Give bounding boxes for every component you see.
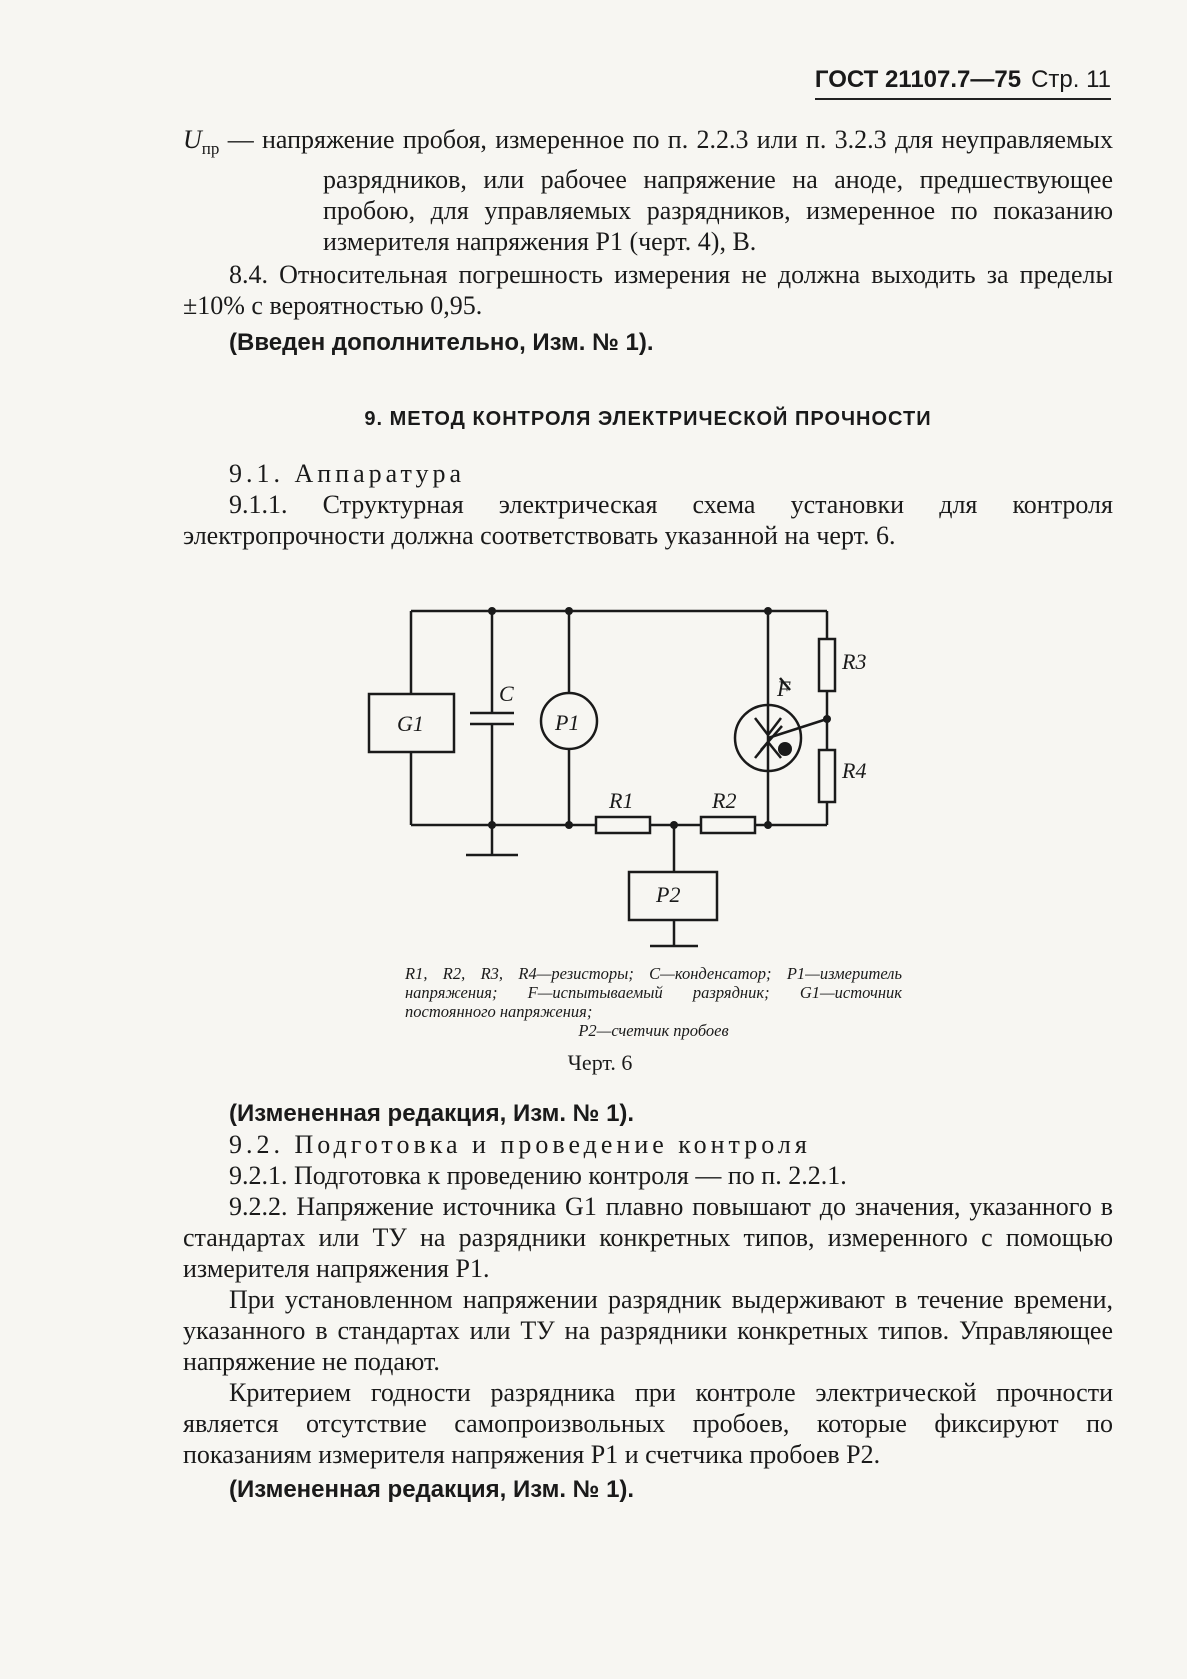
node-dot	[488, 607, 496, 615]
figure-label: Черт. 6	[567, 1050, 633, 1075]
standard-code: ГОСТ 21107.7—75	[814, 66, 1022, 93]
paragraph-9-2: 9.2. Подготовка и проведение контроля	[229, 1130, 811, 1159]
paragraph-8-4: 8.4. Относительная погрешность измерения не должна выходить за пределы ±10% с вероятностью 0,95.	[183, 260, 1113, 321]
section-title: 9. МЕТОД КОНТРОЛЯ ЭЛЕКТРИЧЕСКОЙ ПРОЧНОСТИ	[364, 408, 932, 430]
label-r1: R1	[609, 788, 634, 813]
label-p2: P2	[656, 882, 681, 907]
node-dot	[565, 821, 573, 829]
figure-caption	[405, 964, 902, 1040]
page-number: Стр. 11	[1031, 66, 1111, 93]
paragraph-9-2-2: 9.2.2. Напряжение источника G1 плавно повышают до значения, указанного в стандартах или ТУ на разрядники конкретных типов, измеренного с помощью измерителя напряжения P1.	[183, 1192, 1113, 1283]
resistor-r3	[819, 639, 835, 691]
label-r3: R3	[842, 649, 867, 674]
paragraph-9-1-1: 9.1.1. Структурная электрическая схема установки для контроля электропрочности должна соответствовать указанной на черт. 6.	[183, 490, 1113, 550]
label-f: F	[777, 676, 791, 701]
node-dot	[764, 607, 772, 615]
node-dot	[670, 821, 678, 829]
legend-text: напряжение пробоя, измеренное по п. 2.2.3 или п. 3.2.3 для неуправляемых разрядников, или рабочее напряжение на аноде, предшествующее пробою, для управляемых разрядников, измеренное по показанию измерителя напряжения P1 (черт. 4), В.	[262, 125, 1113, 257]
legend-symbol: U	[183, 125, 202, 154]
node-dot	[764, 821, 772, 829]
amendment-note-2: (Измененная редакция, Изм. № 1).	[229, 1100, 635, 1127]
caption-line-1: R1, R2, R3, R4—резисторы; C—конденсатор; P1—измеритель напряжения; F—испытываемый разрядник; G1—источник постоянного напряжения;	[405, 964, 902, 1021]
label-c: C	[499, 681, 514, 706]
node-dot	[565, 607, 573, 615]
resistor-r1	[596, 817, 650, 833]
amendment-note-3: (Измененная редакция, Изм. № 1).	[229, 1476, 635, 1503]
paragraph-9-2-1: 9.2.1. Подготовка к проведению контроля — по п. 2.2.1.	[229, 1161, 847, 1190]
paragraph-hold: При установленном напряжении разрядник выдерживают в течение времени, указанного в стандартах или ТУ на разрядники конкретных типов. Управляющее напряжение не подают.	[183, 1285, 1113, 1376]
resistor-r4	[819, 750, 835, 802]
node-dot	[823, 715, 831, 723]
paragraph-criterion: Критерием годности разрядника при контроле электрической прочности является отсутствие самопроизвольных пробоев, которые фиксируют по показаниям измерителя напряжения P1 и счетчика пробоев P2.	[183, 1378, 1113, 1469]
legend-dash: —	[219, 125, 262, 154]
label-p1: P1	[555, 710, 580, 735]
caption-line-2: P2—счетчик пробоев	[578, 1021, 729, 1040]
node-dot	[488, 821, 496, 829]
text-block-bottom	[183, 1098, 1113, 1505]
gap-dot	[778, 742, 792, 756]
label-g1: G1	[397, 711, 424, 736]
label-r2: R2	[712, 788, 737, 813]
label-r4: R4	[842, 758, 867, 783]
legend-subscript: пр	[201, 139, 220, 159]
resistor-r2	[701, 817, 755, 833]
amendment-note-1: (Введен дополнительно, Изм. № 1).	[229, 329, 654, 357]
paragraph-9-1: 9.1. Аппаратура	[229, 459, 466, 488]
